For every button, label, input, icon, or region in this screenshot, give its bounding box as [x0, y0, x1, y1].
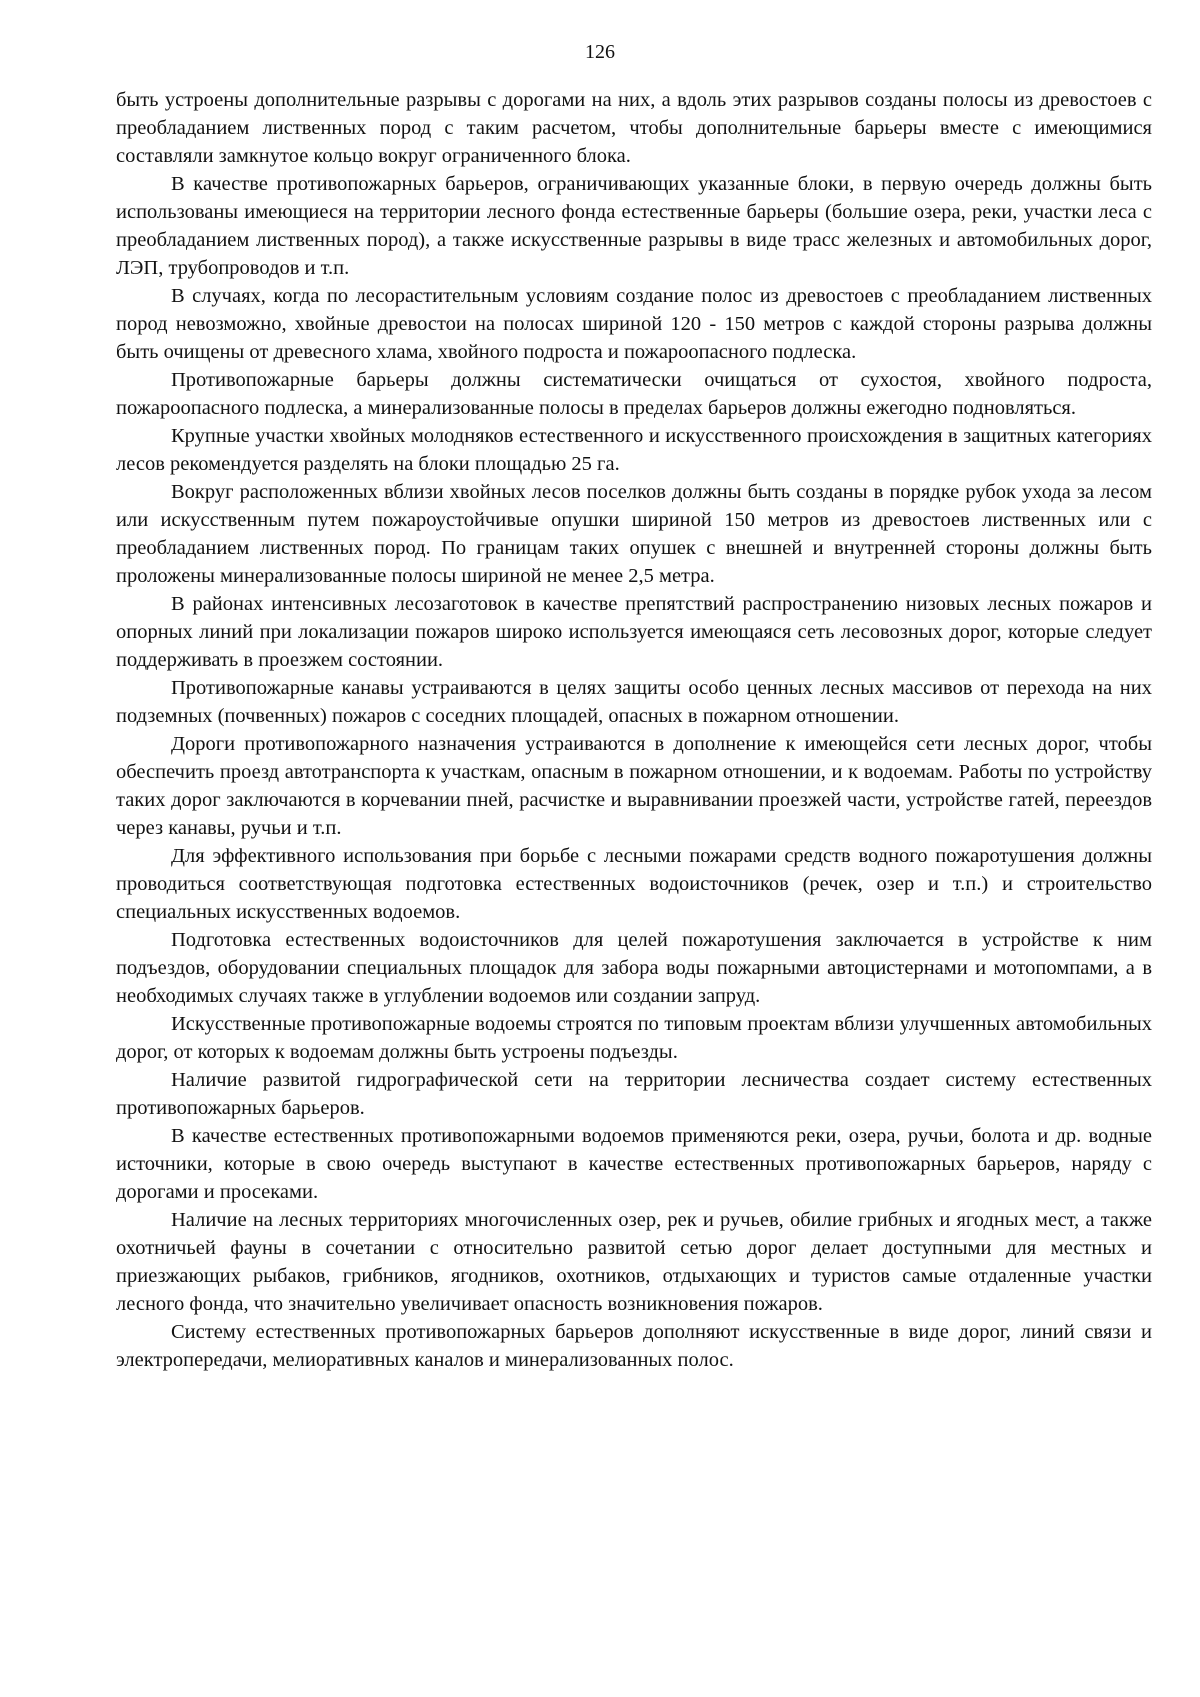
paragraph: Крупные участки хвойных молодняков естественного и искусственного происхождения в защитных категориях лесов рекомендуется разделять на блоки площадью 25 га. — [116, 425, 1152, 475]
paragraph: Противопожарные канавы устраиваются в целях защиты особо ценных лесных массивов от перехода на них подземных (почвенных) пожаров с соседних площадей, опасных в пожарном отношении. — [116, 677, 1152, 727]
paragraph: Противопожарные барьеры должны систематически очищаться от сухостоя, хвойного подроста, пожароопасного подлеска, а минерализованные полосы в пределах барьеров должны ежегодно подновляться. — [116, 369, 1152, 419]
paragraph: Для эффективного использования при борьбе с лесными пожарами средств водного пожаротушения должны проводиться соответствующая подготовка естественных водоисточников (речек, озер и т.п.) и строительство специальных искусственных водоемов. — [116, 845, 1152, 923]
paragraph: В качестве естественных противопожарными водоемов применяются реки, озера, ручьи, болота и др. водные источники, которые в свою очередь выступают в качестве естественных противопожарных барьеров, наряду с дорогами и просеками. — [116, 1125, 1152, 1203]
paragraph: Дороги противопожарного назначения устраиваются в дополнение к имеющейся сети лесных дорог, чтобы обеспечить проезд автотранспорта к участкам, опасным в пожарном отношении, и к водоемам. Работы по устройству таких дорог заключаются в корчевании пней, расчистке и выравнивании проезжей части, устройстве гатей, переездов через канавы, ручьи и т.п. — [116, 733, 1152, 839]
paragraph: Вокруг расположенных вблизи хвойных лесов поселков должны быть созданы в порядке рубок ухода за лесом или искусственным путем пожароустойчивые опушки шириной 150 метров из древостоев лиственных или с преобладанием лиственных пород. По границам таких опушек с внешней и внутренней стороны должны быть проложены минерализованные полосы шириной не менее 2,5 метра. — [116, 481, 1152, 587]
paragraph: Искусственные противопожарные водоемы строятся по типовым проектам вблизи улучшенных автомобильных дорог, от которых к водоемам должны быть устроены подъезды. — [116, 1013, 1152, 1063]
paragraph: В качестве противопожарных барьеров, ограничивающих указанные блоки, в первую очередь должны быть использованы имеющиеся на территории лесного фонда естественные барьеры (большие озера, реки, участки леса с преобладанием лиственных пород), а также искусственные разрывы в виде трасс железных и автомобильных дорог, ЛЭП, трубопроводов и т.п. — [116, 173, 1152, 279]
paragraph: В районах интенсивных лесозаготовок в качестве препятствий распространению низовых лесных пожаров и опорных линий при локализации пожаров широко используется имеющаяся сеть лесовозных дорог, которые следует поддерживать в проезжем состоянии. — [116, 593, 1152, 671]
page-number: 126 — [585, 41, 615, 63]
paragraph: Наличие на лесных территориях многочисленных озер, рек и ручьев, обилие грибных и ягодных мест, а также охотничьей фауны в сочетании с относительно развитой сетью дорог делает доступными для местных и приезжающих рыбаков, грибников, ягодников, охотников, отдыхающих и туристов самые отдаленные участки лесного фонда, что значительно увеличивает опасность возникновения пожаров. — [116, 1209, 1152, 1315]
paragraph: Наличие развитой гидрографической сети на территории лесничества создает систему естественных противопожарных барьеров. — [116, 1069, 1152, 1119]
document-body — [116, 86, 1152, 1374]
paragraph: В случаях, когда по лесорастительным условиям создание полос из древостоев с преобладанием лиственных пород невозможно, хвойные древостои на полосах шириной 120 - 150 метров с каждой стороны разрыва должны быть очищены от древесного хлама, хвойного подроста и пожароопасного подлеска. — [116, 285, 1152, 363]
paragraph: Подготовка естественных водоисточников для целей пожаротушения заключается в устройстве к ним подъездов, оборудовании специальных площадок для забора воды пожарными автоцистернами и мотопомпами, а в необходимых случаях также в углублении водоемов или создании запруд. — [116, 929, 1152, 1007]
paragraph: быть устроены дополнительные разрывы с дорогами на них, а вдоль этих разрывов созданы полосы из древостоев с преобладанием лиственных пород с таким расчетом, чтобы дополнительные барьеры вместе с имеющимися составляли замкнутое кольцо вокруг ограниченного блока. — [116, 89, 1152, 167]
paragraph: Систему естественных противопожарных барьеров дополняют искусственные в виде дорог, линий связи и электропередачи, мелиоративных каналов и минерализованных полос. — [116, 1321, 1152, 1371]
